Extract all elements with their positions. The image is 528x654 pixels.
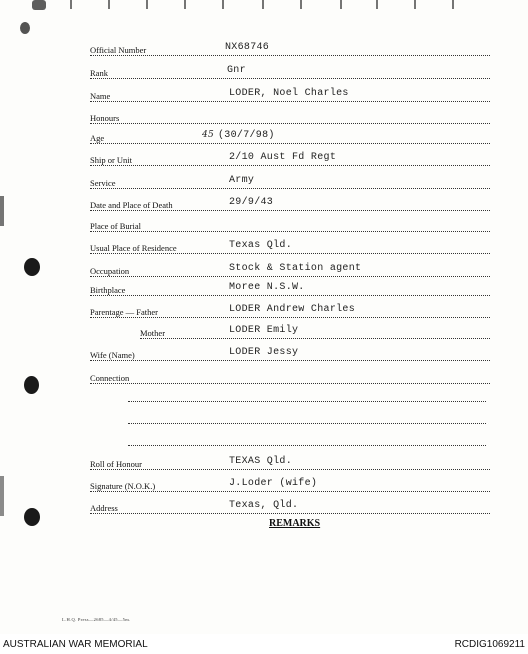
- field-age: [90, 130, 490, 147]
- field-label: Service: [90, 178, 116, 188]
- field-ship-or-unit: [90, 152, 490, 169]
- field-value: TEXAS Qld.: [229, 456, 293, 467]
- field-signature-nok: [90, 478, 490, 495]
- field-value: Texas, Qld.: [229, 500, 299, 511]
- field-name: [90, 88, 490, 105]
- dotted-line: [140, 338, 490, 339]
- dotted-line: [90, 513, 490, 514]
- dotted-line: [90, 360, 490, 361]
- field-value: LODER Emily: [229, 325, 299, 336]
- field-value: Moree N.S.W.: [229, 282, 305, 293]
- field-label: Parentage — Father: [90, 307, 158, 317]
- dotted-line: [90, 101, 490, 102]
- connection-line: [128, 423, 486, 424]
- field-value: 2/10 Aust Fd Regt: [229, 152, 337, 163]
- field-date-place-of-death: [90, 197, 490, 214]
- field-value: Gnr: [227, 65, 246, 76]
- scan-top-edge: [0, 0, 528, 16]
- field-label: Honours: [90, 113, 120, 123]
- printer-imprint: L.H.Q. Press—2685—4/45—5m.: [62, 617, 131, 622]
- field-value: LODER Andrew Charles: [229, 304, 356, 315]
- field-value: J.Loder (wife): [229, 478, 318, 489]
- field-honours: [90, 113, 490, 127]
- dotted-line: [90, 276, 490, 277]
- connection-line: [128, 401, 486, 402]
- field-label: Date and Place of Death: [90, 200, 173, 210]
- field-label: Mother: [140, 328, 166, 338]
- field-value: Stock & Station agent: [229, 263, 362, 274]
- field-value: LODER, Noel Charles: [229, 88, 349, 99]
- field-parentage-mother: [140, 325, 490, 342]
- field-label: Name: [90, 91, 111, 101]
- dotted-line: [90, 143, 490, 144]
- field-label: Connection: [90, 373, 130, 383]
- field-parentage-father: [90, 304, 490, 321]
- footer-institution: AUSTRALIAN WAR MEMORIAL: [3, 639, 148, 650]
- field-occupation: [90, 263, 490, 280]
- dotted-line: [90, 210, 490, 211]
- punch-hole: [24, 376, 39, 394]
- dotted-line: [90, 55, 490, 56]
- archive-footer: [0, 634, 528, 654]
- remarks-heading: REMARKS: [269, 518, 321, 529]
- field-value: 29/9/43: [229, 197, 274, 208]
- field-connection: [90, 373, 490, 387]
- field-label: Age: [90, 133, 105, 143]
- field-label: Place of Burial: [90, 221, 141, 231]
- dotted-line: [90, 253, 490, 254]
- dotted-line: [90, 165, 490, 166]
- field-label: Ship or Unit: [90, 155, 133, 165]
- field-official-number: [90, 42, 490, 59]
- dotted-line: [90, 469, 490, 470]
- field-label: Official Number: [90, 45, 147, 55]
- field-value: NX68746: [225, 42, 270, 53]
- field-label: Rank: [90, 68, 108, 78]
- field-label: Signature (N.O.K.): [90, 481, 156, 491]
- connection-line: [128, 445, 486, 446]
- field-label: Occupation: [90, 266, 130, 276]
- field-value: LODER Jessy: [229, 347, 299, 358]
- footer-record-id: RCDIG1069211: [454, 639, 525, 650]
- field-label: Birthplace: [90, 285, 126, 295]
- field-residence: [90, 240, 490, 257]
- dotted-line: [90, 317, 490, 318]
- punch-hole: [24, 258, 40, 276]
- dotted-line: [90, 231, 490, 232]
- field-roll-of-honour: [90, 456, 490, 473]
- field-service: [90, 175, 490, 192]
- dotted-line: [90, 491, 490, 492]
- field-place-of-burial: [90, 221, 490, 235]
- dotted-line: [90, 123, 490, 124]
- field-value: Army: [229, 175, 255, 186]
- dotted-line: [90, 78, 490, 79]
- field-birthplace: [90, 282, 490, 299]
- dotted-line: [90, 295, 490, 296]
- field-rank: [90, 65, 490, 82]
- field-value: Texas Qld.: [229, 240, 293, 251]
- field-value: (30/7/98): [218, 130, 275, 141]
- field-label: Wife (Name): [90, 350, 135, 360]
- age-handwritten: 45: [202, 130, 215, 140]
- dotted-line: [90, 188, 490, 189]
- edge-mark: [0, 196, 4, 226]
- field-label: Usual Place of Residence: [90, 243, 177, 253]
- field-wife: [90, 347, 490, 364]
- punch-hole: [24, 508, 40, 526]
- field-address: [90, 500, 490, 517]
- edge-mark: [0, 476, 4, 516]
- field-label: Roll of Honour: [90, 459, 142, 469]
- dotted-line: [90, 383, 490, 384]
- punch-hole-top: [20, 22, 30, 34]
- field-label: Address: [90, 503, 118, 513]
